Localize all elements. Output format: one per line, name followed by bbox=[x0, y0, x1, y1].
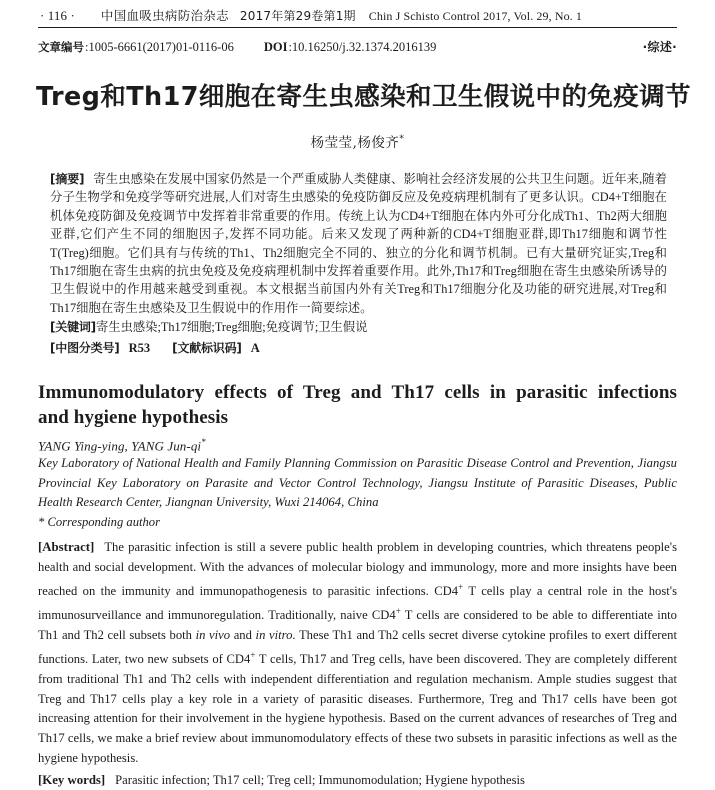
title-en-line-2: and hygiene hypothesis bbox=[38, 406, 229, 428]
authors-cn bbox=[36, 131, 679, 151]
keywords-en-label: [Key words] bbox=[38, 772, 106, 787]
abstract-superscript-2: + bbox=[395, 605, 401, 616]
article-identifier-line bbox=[36, 38, 679, 55]
doi-value: :10.16250/j.32.1374.2016139 bbox=[288, 40, 437, 54]
document-code-label: [文献标识码] bbox=[172, 340, 242, 355]
document-code-value: A bbox=[250, 340, 260, 355]
doi-label: DOI bbox=[263, 40, 288, 54]
authors-en bbox=[36, 437, 679, 454]
article-number-value: :1005-6661(2017)01-0116-06 bbox=[85, 40, 234, 54]
abstract-italic-in-vitro: in vitro bbox=[255, 627, 293, 642]
corresponding-author-note: * Corresponding author bbox=[38, 514, 160, 529]
keywords-cn bbox=[36, 318, 679, 336]
abstract-en-text-p3: T cells are considered to be able to differentiate into Th1 and Th2 cell subsets both bbox=[38, 608, 677, 642]
page-title-en bbox=[36, 380, 679, 430]
page-title: Treg和Th17细胞在寄生虫感染和卫生假说中的免疫调节 bbox=[36, 82, 691, 112]
clc-label: [中图分类号] bbox=[50, 340, 120, 355]
page-folio: · 116 · bbox=[40, 8, 75, 23]
authors-cn-names: 杨莹莹,杨俊齐 bbox=[310, 135, 400, 151]
article-category-badge: ·综述· bbox=[642, 40, 677, 54]
journal-title-cn: 中国血吸虫病防治杂志 bbox=[100, 8, 229, 23]
clc-value: R53 bbox=[128, 340, 151, 355]
abstract-superscript-3: + bbox=[250, 649, 256, 660]
abstract-en-text-p5: . These Th1 and Th2 cells secret diverse cytokine profiles to exert different functions. Later, two new subsets of CD4 bbox=[38, 627, 677, 666]
keywords-en-text: Parasitic infection; Th17 cell; Treg cell; Immunomodulation; Hygiene hypothesis bbox=[115, 772, 525, 787]
corresponding-author-mark-cn: * bbox=[399, 134, 405, 145]
abstract-en bbox=[36, 538, 679, 768]
header-divider-rule bbox=[38, 27, 677, 28]
abstract-superscript-1: + bbox=[458, 581, 464, 592]
abstract-en-text-p4: and bbox=[230, 627, 256, 642]
classification-line-cn bbox=[36, 339, 679, 358]
running-head bbox=[36, 0, 679, 27]
affiliation-en: Key Laboratory of National Health and Family Planning Commission on Parasitic Disease Control and Prevention, Jiangsu Provincial Key Laboratory on Parasite and Vector Control Technology, Jiangsu Institute of Parasitic Diseases, Public Health Research Center, Jiangnan University, Wuxi 214064, China bbox=[38, 455, 677, 510]
article-number-label: 文章编号 bbox=[38, 40, 84, 54]
abstract-italic-in-vivo: in vivo bbox=[195, 627, 231, 642]
journal-issue-cn: 2017年第29卷第1期 bbox=[239, 9, 356, 23]
abstract-cn-text: 寄生虫感染在发展中国家仍然是一个严重威胁人类健康、影响社会经济发展的公共卫生问题。近年来,随着分子生物学和免疫学等研究进展,人们对寄生虫感染的免疫防御反应及免疫病理机制有了更多认识。CD4+T细胞在机体免疫防御及免疫调节中发挥着非常重要的作用。传统上认为CD4+T细胞在体内外可分化成Th1、Th2两大细胞亚群,它们产生不同的细胞因子,发挥不同功能。后来又发现了两种新的CD4+T细胞亚群,即Th17细胞和调节性T(Treg)细胞。它们具有与传统的Th1、Th2细胞完全不同的、独立的分化和调节机制。已有大量研究证实,Treg和Th17细胞在寄生虫病的抗虫免疫及免疫病理机制中发挥着重要作用。此外,Th17和Treg细胞在寄生虫感染所诱导的卫生假说中的作用越来越受到重视。本文根据当前国内外有关Treg和Th17细胞分化及功能的研究进展,对Treg和Th17细胞在寄生虫感染及卫生假说中的作用作一简要综述。 bbox=[50, 172, 667, 315]
title-en-line-1: Immunomodulatory effects of Treg and Th17 cells in parasitic infections bbox=[38, 381, 677, 403]
abstract-en-text-p2: T cells play a central role in the host's immunosurveillance and immunoregulation. Traditionally, naive CD4 bbox=[38, 584, 677, 623]
abstract-en-text-p6: T cells, Th17 and Treg cells, have been discovered. They are completely different from traditional Th1 and Th2 cells with independent differentiation and regulation mechanism. Ample studies suggest that Treg and Th17 cells play a key role in a variety of parasitic diseases. Furthermore, Treg and Th17 cells have been got increasing attention for their involvement in the hygiene hypothesis. Based on the current advances of researches of Treg and Th17 cells, we make a brief review about immunomodulatory effects of these two subsets in parasitic infections as well as the hygiene hypothesis. bbox=[38, 651, 677, 765]
abstract-en-text-p1: The parasitic infection is still a severe public health problem in developing countries, which threatens people's health and social development. With the advances of molecular biology and immunology, more and more insights have been reached on the immunity and immunopathogenesis to parasitic infections. CD4 bbox=[38, 540, 677, 599]
journal-title-en: Chin J Schisto Control 2017, Vol. 29, No. 1 bbox=[368, 9, 582, 23]
abstract-cn-label: [摘要] bbox=[50, 172, 85, 186]
keywords-en bbox=[36, 771, 679, 790]
abstract-cn bbox=[36, 170, 679, 317]
authors-en-names: YANG Ying-ying, YANG Jun-qi bbox=[38, 437, 202, 453]
abstract-en-label: [Abstract] bbox=[38, 540, 95, 555]
corresponding-author-mark-en: * bbox=[201, 436, 206, 447]
keywords-cn-label: [关键词] bbox=[50, 320, 96, 335]
keywords-cn-text: 寄生虫感染;Th17细胞;Treg细胞;免疫调节;卫生假说 bbox=[95, 320, 368, 335]
